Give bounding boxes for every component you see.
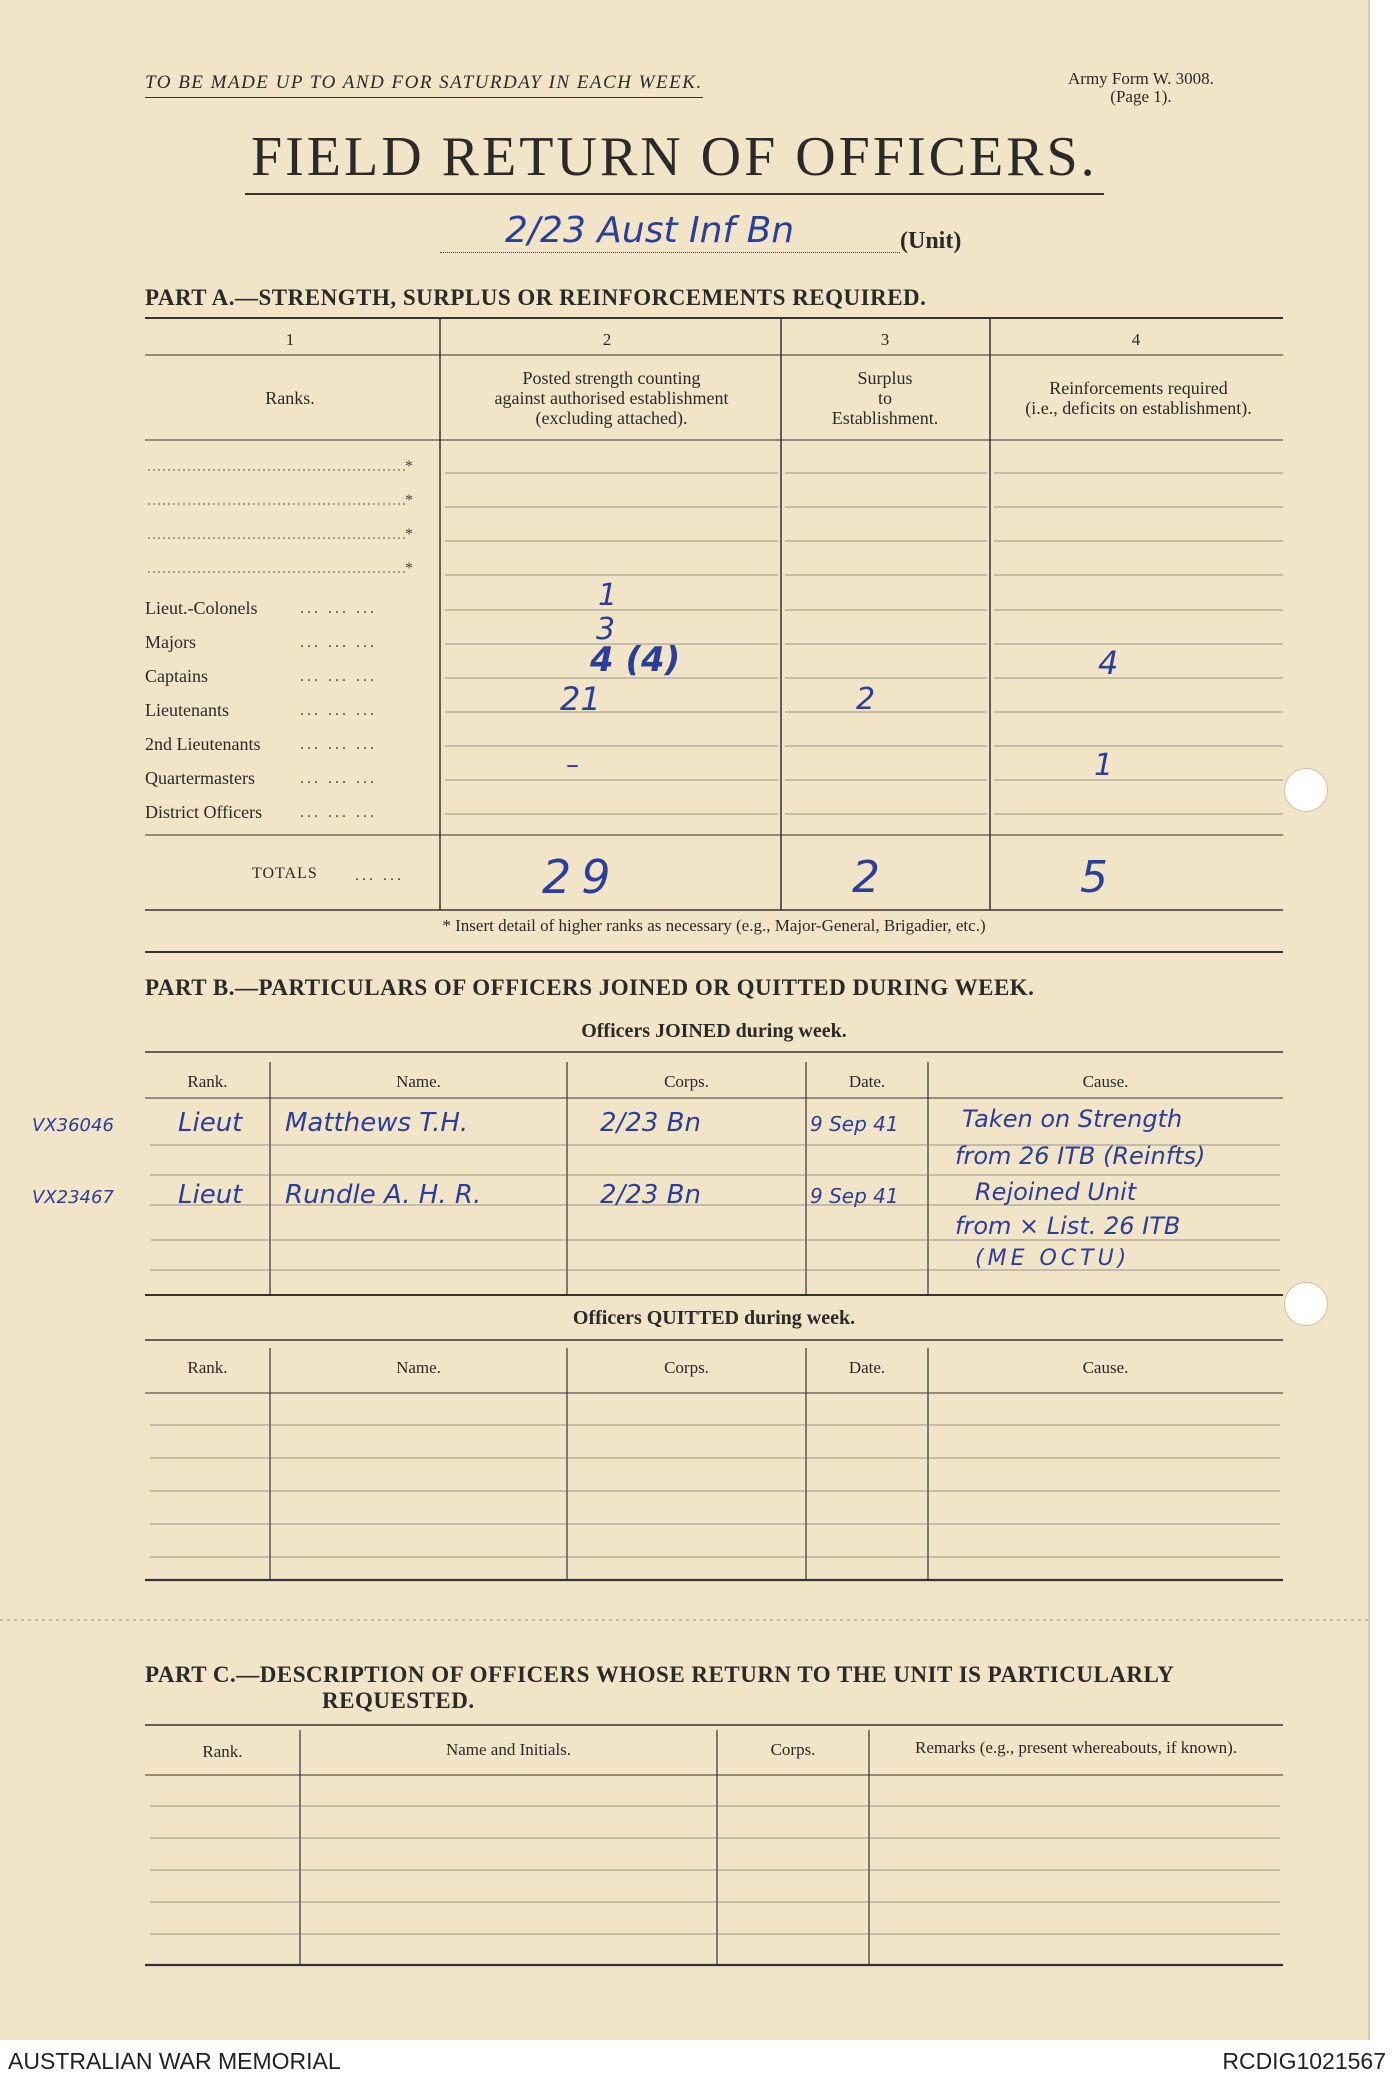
footer-left: AUSTRALIAN WAR MEMORIAL: [8, 2048, 341, 2074]
qm-posted-value: –: [566, 750, 579, 780]
totals-label: TOTALS: [252, 865, 318, 882]
rank-lieut-colonels: Lieut.-Colonels: [145, 598, 258, 618]
joined-cause-line1: Rejoined Unit: [975, 1178, 1137, 1206]
lieutenants-posted-value: 21: [560, 680, 601, 718]
captains-reinf-value: 4: [1098, 644, 1119, 682]
instruction-line: TO BE MADE UP TO AND FOR SATURDAY IN EACH WEEK.: [145, 72, 703, 98]
joined-corps: 2/23 Bn: [600, 1180, 701, 1210]
part-b-heading: PART B.—PARTICULARS OF OFFICERS JOINED OR QUITTED DURING WEEK.: [145, 975, 1035, 1000]
rank-quartermasters: Quartermasters: [145, 768, 255, 788]
rank-captains: Captains: [145, 666, 208, 686]
col-head-posted: [445, 368, 778, 428]
asterisk-mark: *: [405, 458, 416, 475]
joined-title: Officers JOINED during week.: [581, 1020, 847, 1042]
joined-name: Rundle A. H. R.: [285, 1180, 482, 1210]
partc-col-rank: Rank.: [202, 1742, 243, 1761]
col-head-surplus: [785, 368, 985, 428]
rank-2nd-lieutenants: 2nd Lieutenants: [145, 734, 261, 754]
form-title: FIELD RETURN OF OFFICERS.: [245, 125, 1104, 195]
part-a-footnote: * Insert detail of higher ranks as necessary (e.g., Major-General, Brigadier, etc.): [442, 916, 986, 935]
joined-cause-line2: from 26 ITB (Reinfts): [955, 1142, 1206, 1170]
lt-col-posted-value: 1: [598, 578, 618, 613]
part-a-heading: PART A.—STRENGTH, SURPLUS OR REINFORCEMENTS REQUIRED.: [145, 285, 927, 310]
rank-majors: Majors: [145, 632, 196, 652]
partc-col-corps: Corps.: [770, 1740, 816, 1759]
part-c-heading-cont: REQUESTED.: [322, 1688, 475, 1713]
leader-dots: ... ... ...: [300, 668, 377, 685]
quitted-col-rank: Rank.: [187, 1358, 228, 1377]
leader-dots: ... ... ...: [300, 770, 377, 787]
col-head-posted-line3: (excluding attached).: [535, 408, 688, 428]
leader-dots: ... ... ...: [300, 634, 377, 651]
joined-rank: Lieut: [178, 1108, 243, 1138]
asterisk-mark: *: [405, 492, 416, 509]
col-head-surplus-line3: Establishment.: [831, 408, 939, 428]
total-reinf-value: 5: [1080, 852, 1108, 903]
asterisk-mark: *: [405, 526, 416, 543]
partc-col-name: Name and Initials.: [445, 1740, 572, 1759]
service-number: VX36046: [32, 1115, 114, 1136]
service-number: VX23467: [32, 1187, 114, 1208]
joined-date: 9 Sep 41: [810, 1184, 899, 1208]
joined-name: Matthews T.H.: [285, 1108, 469, 1138]
rank-lieutenants: Lieutenants: [145, 700, 229, 720]
joined-cause-line3: (ME OCTU): [975, 1246, 1131, 1271]
lieutenants-surplus-value: 2: [856, 682, 876, 717]
leader-dots: ... ...: [355, 867, 404, 884]
col-head-surplus-line2: to: [877, 388, 892, 408]
punch-hole: [1284, 768, 1328, 812]
unit-handwritten: 2/23 Aust Inf Bn: [505, 210, 795, 251]
col-num-1: 1: [285, 330, 295, 349]
joined-col-corps: Corps.: [664, 1072, 709, 1091]
rank-district-officers: District Officers: [145, 802, 263, 822]
leader-dots: ... ... ...: [300, 702, 377, 719]
col-num-4: 4: [1131, 330, 1141, 349]
leader-dots: ... ... ...: [300, 600, 377, 617]
col-num-2: 2: [602, 330, 612, 349]
page-number: (Page 1).: [1110, 87, 1172, 106]
quitted-col-cause: Cause.: [1082, 1358, 1129, 1377]
joined-date: 9 Sep 41: [810, 1112, 899, 1136]
col-head-reinf-line2: (i.e., deficits on establishment).: [1025, 398, 1252, 418]
quitted-title: Officers QUITTED during week.: [572, 1307, 856, 1329]
majors-posted-value: 3: [596, 612, 616, 647]
qm-reinf-value: 1: [1094, 748, 1114, 783]
asterisk-mark: *: [405, 560, 416, 577]
quitted-col-name: Name.: [396, 1358, 441, 1377]
partc-col-remarks: Remarks (e.g., present whereabouts, if known).: [915, 1738, 1237, 1757]
joined-col-name: Name.: [396, 1072, 441, 1091]
col-num-3: 3: [880, 330, 890, 349]
joined-cause-line2: from × List. 26 ITB: [955, 1212, 1181, 1240]
col-head-reinforcements: [994, 378, 1283, 418]
total-posted-value: 29: [542, 850, 621, 904]
col-head-posted-line2: against authorised establishment: [494, 388, 729, 408]
unit-label: (Unit): [900, 228, 962, 254]
leader-dots: ... ... ...: [300, 804, 377, 821]
total-surplus-value: 2: [852, 852, 880, 903]
punch-hole: [1284, 1282, 1328, 1326]
joined-rank: Lieut: [178, 1180, 243, 1210]
col-head-reinf-line1: Reinforcements required: [1049, 378, 1228, 398]
joined-col-cause: Cause.: [1082, 1072, 1129, 1091]
joined-corps: 2/23 Bn: [600, 1108, 701, 1138]
quitted-col-corps: Corps.: [664, 1358, 709, 1377]
part-c-heading: PART C.—DESCRIPTION OF OFFICERS WHOSE RETURN TO THE UNIT IS PARTICULARLY: [145, 1662, 1175, 1687]
joined-col-rank: Rank.: [187, 1072, 228, 1091]
col-head-surplus-line1: Surplus: [857, 368, 913, 388]
joined-col-date: Date.: [848, 1072, 886, 1091]
col-head-ranks: Ranks.: [265, 388, 315, 408]
joined-cause-line1: Taken on Strength: [962, 1105, 1183, 1133]
captains-posted-value: 4 (4): [590, 640, 681, 680]
leader-dots: ... ... ...: [300, 736, 377, 753]
form-number-text: Army Form W. 3008.: [1068, 69, 1214, 88]
quitted-col-date: Date.: [848, 1358, 886, 1377]
col-head-posted-line1: Posted strength counting: [522, 368, 701, 388]
footer-right: RCDIG1021567: [1222, 2048, 1386, 2074]
